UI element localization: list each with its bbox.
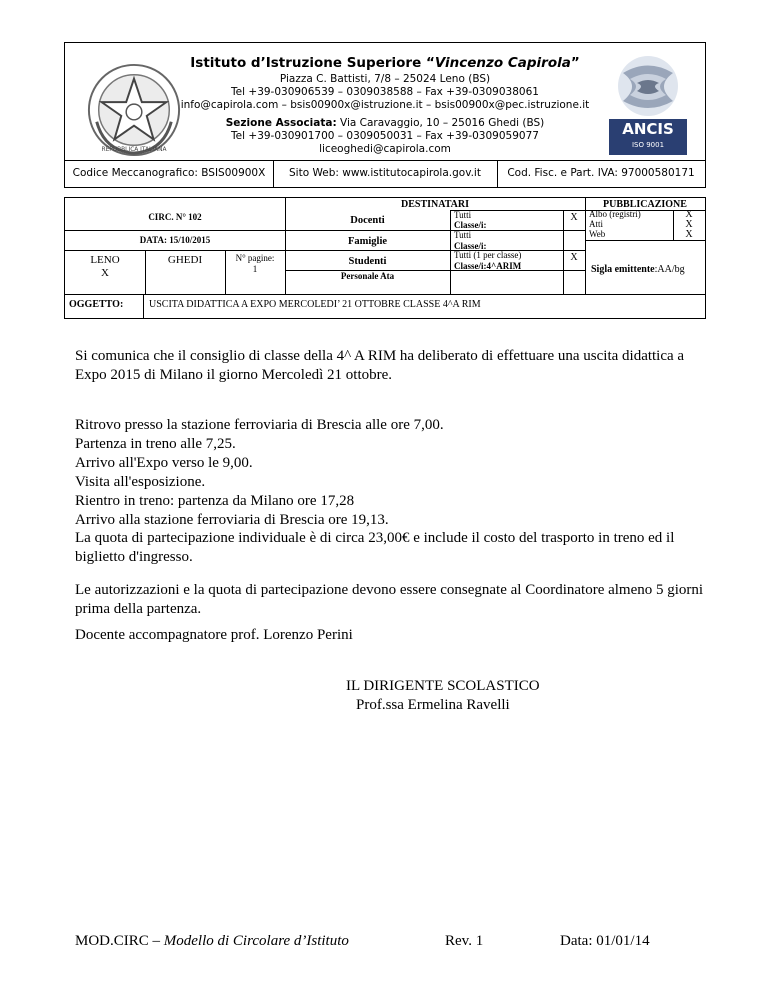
studenti-classe-rim: Classe/i:4^ARIM [454, 261, 522, 271]
pub-albo-mark: X [685, 209, 693, 220]
personale-label: Personale Ata [340, 271, 395, 281]
studenti-label: Studenti [348, 256, 387, 267]
circular-header-table [64, 197, 706, 319]
circ-date: DATA: 15/10/2015 [139, 235, 211, 245]
intro-paragraph: Si comunica che il consiglio di classe della 4^ A RIM ha deliberato di effettuare una uscita didattica a Expo 2015 di Milano il giorno Mercoledì 21 ottobre. [75, 348, 685, 383]
schedule-line: Rientro in treno: partenza da Milano ore 17,28 [75, 493, 355, 509]
teacher-paragraph: Docente accompagnatore prof. Lorenzo Perini [75, 627, 353, 643]
signature-title: IL DIRIGENTE SCOLASTICO [346, 678, 540, 694]
institute-address: Piazza C. Battisti, 7/8 – 25024 Leno (BS) [279, 73, 491, 85]
pub-web-mark: X [685, 229, 693, 240]
section-phones: Tel +39-030901700 – 0309050031 – Fax +39-0309059077 [231, 130, 539, 142]
docenti-classe: Classe/i: [454, 220, 487, 230]
institute-title: Istituto d’Istruzione Superiore “Vincenzo Capirola” [190, 55, 580, 71]
schedule-line: Ritrovo presso la stazione ferroviaria di Brescia alle ore 7,00. [75, 417, 444, 433]
schedule-line: Partenza in treno alle 7,25. [75, 436, 236, 452]
docenti-tutti: Tutti [454, 210, 472, 220]
schedule-line: Visita all'esposizione. [75, 474, 206, 490]
logo-cert: ISO 9001 [631, 141, 665, 149]
sito-web: Sito Web: www.istitutocapirola.gov.it [289, 167, 481, 179]
section-address: Sezione Associata: Via Caravaggio, 10 – 25016 Ghedi (BS) [225, 117, 545, 129]
famiglie-classe: Classe/i: [454, 241, 487, 251]
destinatari-title: DESTINATARI [401, 199, 469, 210]
footer-revision: Rev. 1 [445, 933, 484, 949]
emblem-text: REPUBBLICA ITALIANA [101, 147, 167, 154]
oggetto-label: OGGETTO: [69, 299, 124, 310]
ancis-logo [605, 53, 691, 157]
docenti-label: Docenti [350, 215, 385, 226]
letterhead [64, 42, 706, 188]
sede-ghedi: GHEDI [167, 254, 203, 266]
institute-emails: info@capirola.com – bsis00900x@istruzione.it – bsis00900x@pec.istruzione.it [180, 99, 590, 111]
famiglie-tutti: Tutti [454, 230, 472, 240]
signature-name: Prof.ssa Ermelina Ravelli [356, 697, 510, 713]
institute-phones: Tel +39-030906539 – 0309038588 – Fax +39-0309038061 [231, 86, 539, 98]
schedule-line: Arrivo alla stazione ferroviaria di Brescia ore 19,13. [75, 512, 389, 528]
pub-atti-mark: X [685, 219, 693, 230]
codice-meccanografico: Codice Meccanografico: BSIS00900X [72, 167, 266, 179]
schedule-list [75, 416, 705, 530]
oggetto-text: USCITA DIDATTICA A EXPO MERCOLEDI’ 21 OTTOBRE CLASSE 4^A RIM [149, 299, 481, 310]
schedule-line: Arrivo all'Expo verso le 9,00. [75, 455, 253, 471]
globe-logo-icon [605, 53, 691, 119]
pub-web: Web [589, 229, 606, 239]
footer-date: Data: 01/01/14 [560, 933, 650, 949]
famiglie-label: Famiglie [347, 236, 388, 247]
cost-paragraph: La quota di partecipazione individuale è di circa 23,00€ e include il costo del trasporto in treno ed il biglietto d'ingresso. [75, 530, 675, 565]
circ-number: CIRC. N° 102 [148, 212, 202, 222]
docenti-mark: X [570, 212, 578, 223]
section-email: liceoghedi@capirola.com [319, 143, 451, 155]
pages-count: N° pagine: 1 [235, 253, 275, 274]
logo-name: ANCIS [622, 120, 674, 138]
pub-atti: Atti [589, 219, 604, 229]
studenti-tutti-per-classe: Tutti (1 per classe) [454, 250, 522, 260]
codice-fiscale: Cod. Fisc. e Part. IVA: 97000580171 [507, 167, 695, 179]
studenti-mark: X [570, 252, 578, 263]
sigla-emittente: Sigla emittente:AA/bg [591, 264, 685, 275]
pubblicazione-title: PUBBLICAZIONE [603, 199, 687, 210]
footer-module: MOD.CIRC – Modello di Circolare d’Istituto [75, 933, 349, 949]
authorization-paragraph: Le autorizzazioni e la quota di partecipazione devono essere consegnate al Coordinatore almeno 5 giorni prima della partenza. [75, 582, 704, 617]
sede-leno: LENO X [90, 254, 120, 279]
pub-albo: Albo (registri) [589, 209, 641, 219]
